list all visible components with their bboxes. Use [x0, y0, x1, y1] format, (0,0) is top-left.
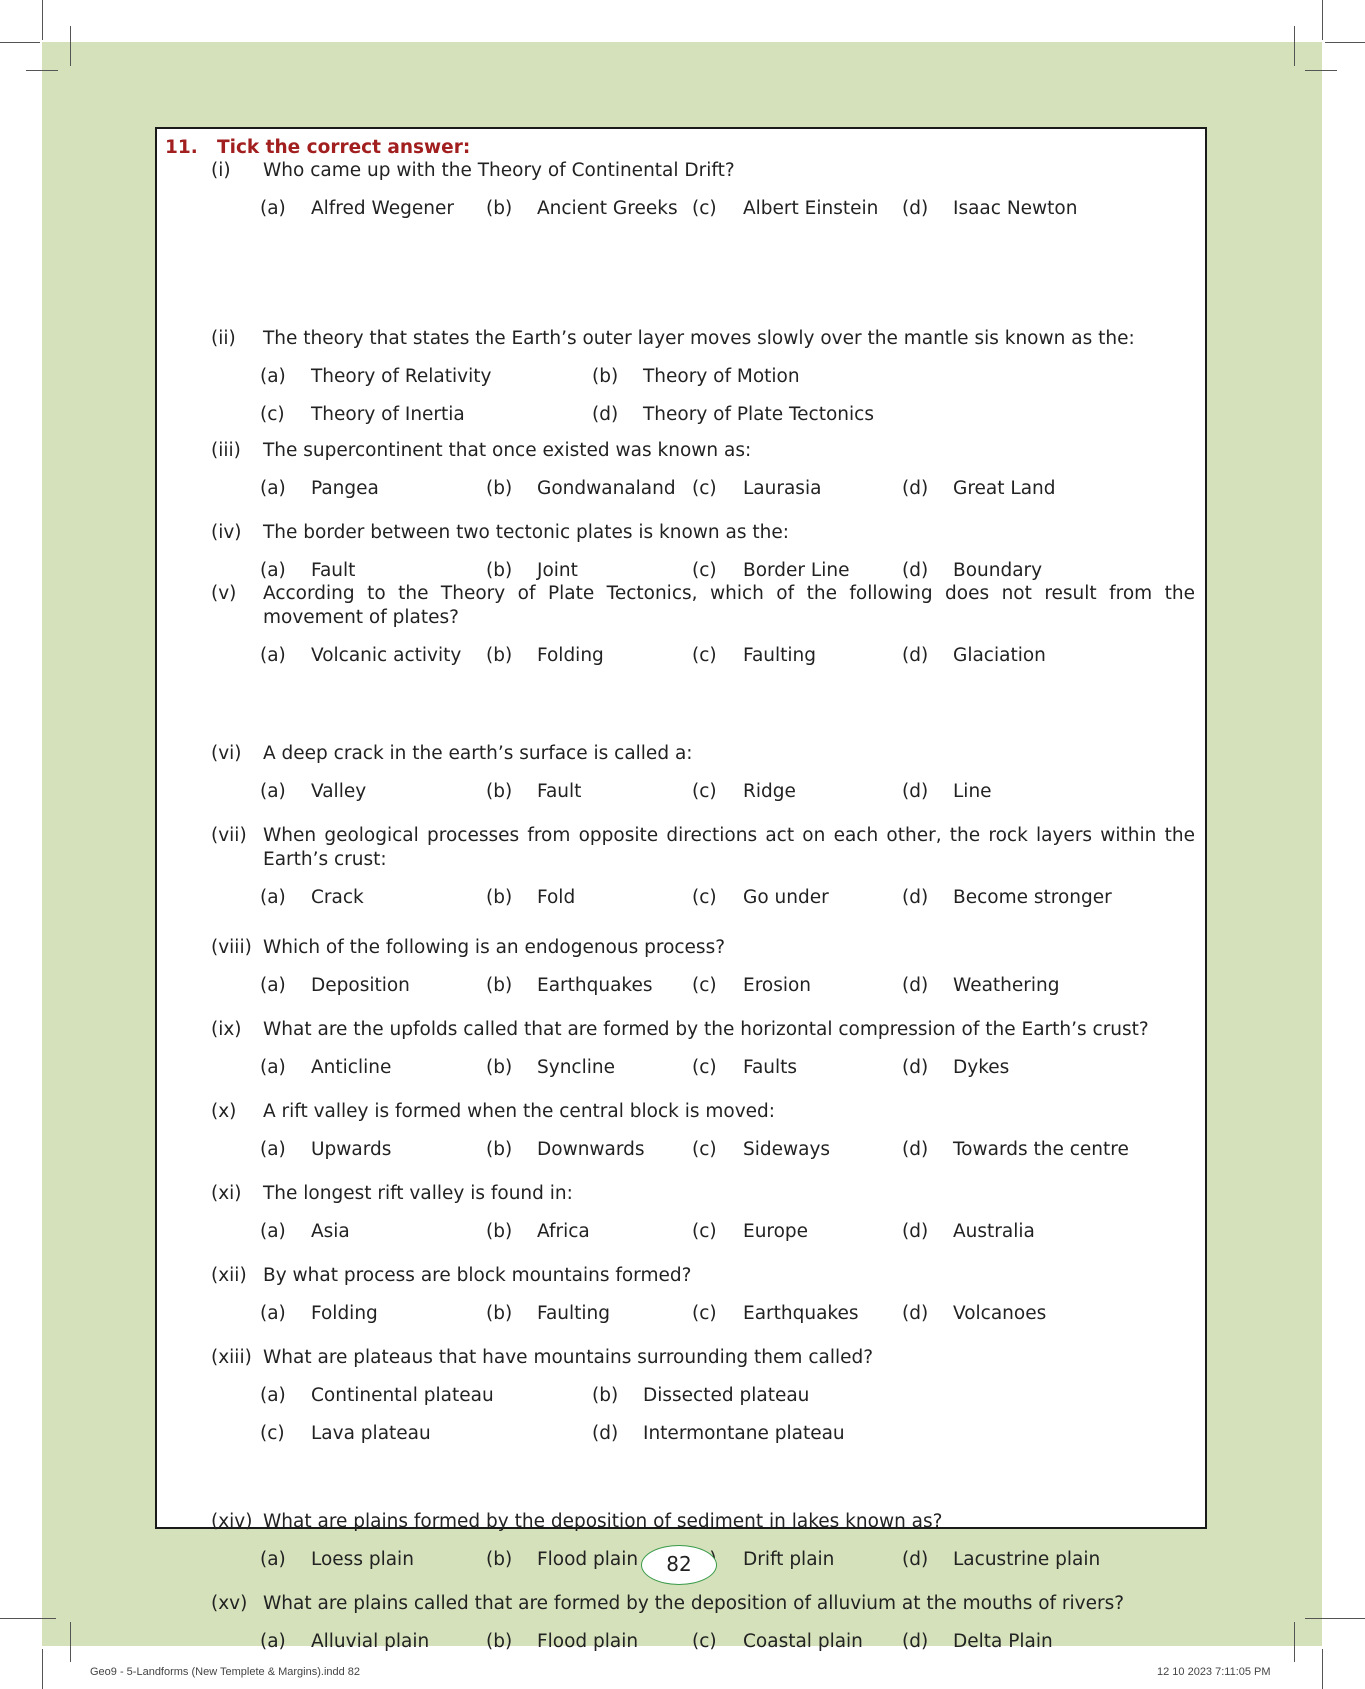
option-label: (b)	[486, 1631, 513, 1652]
question-number: (ix)	[211, 1019, 242, 1040]
question-number: (viii)	[211, 937, 252, 958]
option-label: (b)	[486, 478, 513, 499]
answer-option[interactable]	[902, 477, 1056, 501]
option-label: (a)	[260, 478, 286, 499]
option-text: Folding	[537, 645, 604, 666]
answer-option[interactable]	[260, 1384, 494, 1408]
option-label: (b)	[486, 1303, 513, 1324]
option-label: (c)	[692, 1139, 717, 1160]
answer-option[interactable]	[692, 1220, 808, 1244]
option-text: Earthquakes	[537, 975, 653, 996]
answer-option[interactable]	[486, 644, 604, 668]
question-text: When geological processes from opposite directions act on each other, the rock layers within the Earth’s crust:	[263, 825, 1195, 870]
option-label: (b)	[486, 1057, 513, 1078]
answer-option[interactable]	[692, 974, 811, 998]
question	[211, 582, 1195, 630]
option-text: Earthquakes	[743, 1303, 859, 1324]
option-label: (d)	[902, 975, 929, 996]
option-label: (d)	[902, 1303, 929, 1324]
question	[211, 159, 1195, 183]
option-text: Africa	[537, 1221, 590, 1242]
option-label: (a)	[260, 1139, 286, 1160]
question	[211, 1264, 1195, 1288]
option-text: Boundary	[953, 560, 1043, 581]
answer-option[interactable]	[260, 974, 410, 998]
crop-mark	[1305, 1618, 1365, 1619]
answer-option[interactable]	[692, 886, 829, 910]
option-text: Faults	[743, 1057, 798, 1078]
crop-mark	[0, 42, 40, 43]
answer-option[interactable]	[902, 886, 1112, 910]
option-text: Faulting	[743, 645, 817, 666]
answer-option[interactable]	[260, 1630, 429, 1654]
answer-option[interactable]	[260, 1422, 431, 1446]
answer-option[interactable]	[486, 559, 578, 583]
option-text: Dissected plateau	[643, 1385, 810, 1406]
answer-option[interactable]	[902, 1056, 1009, 1080]
option-label: (d)	[902, 1139, 929, 1160]
option-label: (a)	[260, 366, 286, 387]
question	[211, 1100, 1195, 1124]
option-label: (c)	[692, 645, 717, 666]
option-text: Deposition	[311, 975, 410, 996]
question-number: (i)	[211, 160, 231, 181]
crop-mark	[26, 70, 58, 71]
option-label: (d)	[902, 560, 929, 581]
question	[211, 327, 1195, 351]
answer-option[interactable]	[692, 1630, 863, 1654]
option-text: Anticline	[311, 1057, 392, 1078]
question-number: (iii)	[211, 440, 241, 461]
option-text: Theory of Motion	[643, 366, 800, 387]
question-text: What are plains called that are formed by the deposition of alluvium at the mouths of rivers?	[263, 1593, 1125, 1614]
question-number: (v)	[211, 583, 237, 604]
option-text: Weathering	[953, 975, 1060, 996]
page-number: 82	[641, 1545, 717, 1585]
answer-option[interactable]	[486, 1056, 615, 1080]
answer-option[interactable]	[692, 1138, 830, 1162]
answer-option[interactable]	[486, 1138, 645, 1162]
question-text: The supercontinent that once existed was known as:	[263, 440, 752, 461]
option-label: (c)	[692, 781, 717, 802]
answer-option[interactable]	[692, 559, 849, 583]
option-text: Valley	[311, 781, 367, 802]
option-text: Go under	[743, 887, 829, 908]
option-text: Flood plain	[537, 1631, 639, 1652]
question	[211, 742, 1195, 766]
question	[211, 1018, 1195, 1042]
question-text: A deep crack in the earth’s surface is called a:	[263, 743, 693, 764]
answer-option[interactable]	[486, 886, 575, 910]
option-text: Line	[953, 781, 992, 802]
option-text: Towards the centre	[953, 1139, 1129, 1160]
question-text: The theory that states the Earth’s outer layer moves slowly over the mantle sis known as the:	[263, 328, 1135, 349]
option-label: (d)	[902, 198, 929, 219]
answer-option[interactable]	[902, 1548, 1100, 1572]
question-number: (iv)	[211, 522, 242, 543]
option-text: Ancient Greeks	[537, 198, 678, 219]
option-label: (a)	[260, 975, 286, 996]
option-label: (a)	[260, 560, 286, 581]
option-label: (a)	[260, 1385, 286, 1406]
option-label: (a)	[260, 1221, 286, 1242]
option-label: (c)	[692, 1057, 717, 1078]
answer-option[interactable]	[486, 197, 678, 221]
answer-option[interactable]	[260, 365, 491, 389]
question-number: (ii)	[211, 328, 236, 349]
option-label: (b)	[486, 975, 513, 996]
exercise-title: Tick the correct answer:	[217, 137, 471, 158]
option-text: Europe	[743, 1221, 809, 1242]
option-label: (a)	[260, 1549, 286, 1570]
crop-mark	[1305, 70, 1337, 71]
crop-mark	[0, 1618, 56, 1619]
option-text: Coastal plain	[743, 1631, 863, 1652]
option-label: (d)	[902, 781, 929, 802]
question-number: (xiii)	[211, 1347, 252, 1368]
question-number: (xv)	[211, 1593, 248, 1614]
slug-datetime: 12 10 2023 7:11:05 PM	[1157, 1666, 1271, 1678]
answer-option[interactable]	[902, 1630, 1053, 1654]
answer-option[interactable]	[902, 1220, 1035, 1244]
answer-option[interactable]	[260, 197, 454, 221]
answer-option[interactable]	[486, 477, 676, 501]
option-label: (c)	[692, 478, 717, 499]
question-number: (vii)	[211, 825, 247, 846]
crop-mark	[1294, 26, 1295, 66]
option-label: (b)	[486, 1221, 513, 1242]
option-text: Upwards	[311, 1139, 392, 1160]
option-text: Australia	[953, 1221, 1035, 1242]
answer-option[interactable]	[592, 403, 874, 427]
answer-option[interactable]	[592, 1384, 809, 1408]
crop-mark	[1322, 0, 1323, 40]
option-text: Drift plain	[743, 1549, 835, 1570]
option-text: Dykes	[953, 1057, 1010, 1078]
crop-mark	[70, 1622, 71, 1662]
option-label: (b)	[486, 781, 513, 802]
answer-option[interactable]	[902, 197, 1077, 221]
option-text: Fault	[537, 781, 582, 802]
answer-option[interactable]	[692, 1056, 797, 1080]
answer-option[interactable]	[902, 1138, 1129, 1162]
question-number: (xii)	[211, 1265, 247, 1286]
option-text: Glaciation	[953, 645, 1046, 666]
question-text: The longest rift valley is found in:	[263, 1183, 573, 1204]
crop-mark	[70, 26, 71, 66]
answer-option[interactable]	[260, 1302, 378, 1326]
answer-option[interactable]	[486, 974, 653, 998]
crop-mark	[42, 1649, 43, 1689]
option-label: (a)	[260, 887, 286, 908]
answer-option[interactable]	[902, 780, 992, 804]
option-label: (d)	[902, 645, 929, 666]
question-text: Which of the following is an endogenous process?	[263, 937, 726, 958]
option-label: (d)	[902, 1549, 929, 1570]
question	[211, 1592, 1195, 1616]
answer-option[interactable]	[260, 477, 379, 501]
option-text: Crack	[311, 887, 364, 908]
question	[211, 1346, 1195, 1370]
answer-option[interactable]	[260, 1138, 391, 1162]
option-label: (a)	[260, 645, 286, 666]
exercise-number: 11.	[165, 137, 198, 158]
crop-mark	[1294, 1622, 1295, 1662]
option-label: (d)	[902, 1057, 929, 1078]
option-label: (b)	[486, 887, 513, 908]
option-text: Lava plateau	[311, 1423, 431, 1444]
option-text: Continental plateau	[311, 1385, 494, 1406]
option-text: Albert Einstein	[743, 198, 879, 219]
answer-option[interactable]	[902, 559, 1042, 583]
option-label: (c)	[692, 1303, 717, 1324]
question	[211, 1510, 1195, 1534]
question-text: Who came up with the Theory of Continental Drift?	[263, 160, 735, 181]
option-label: (c)	[692, 1221, 717, 1242]
option-label: (b)	[486, 1549, 513, 1570]
option-text: Sideways	[743, 1139, 831, 1160]
answer-option[interactable]	[260, 1220, 350, 1244]
question-number: (x)	[211, 1101, 237, 1122]
option-text: Ridge	[743, 781, 796, 802]
option-label: (a)	[260, 781, 286, 802]
answer-option[interactable]	[692, 477, 821, 501]
option-label: (a)	[260, 1631, 286, 1652]
option-label: (c)	[692, 887, 717, 908]
option-label: (b)	[486, 645, 513, 666]
question	[211, 1182, 1195, 1206]
option-text: Loess plain	[311, 1549, 414, 1570]
answer-option[interactable]	[260, 644, 461, 668]
answer-option[interactable]	[692, 644, 816, 668]
option-label: (d)	[902, 887, 929, 908]
option-text: Intermontane plateau	[643, 1423, 845, 1444]
question-text: By what process are block mountains formed?	[263, 1265, 692, 1286]
question-text: What are the upfolds called that are formed by the horizontal compression of the Earth’s crust?	[263, 1019, 1149, 1040]
option-label: (b)	[592, 1385, 619, 1406]
answer-option[interactable]	[592, 365, 800, 389]
option-text: Theory of Inertia	[311, 404, 465, 425]
option-label: (d)	[592, 1423, 619, 1444]
answer-option[interactable]	[260, 780, 366, 804]
slug-file: Geo9 - 5-Landforms (New Templete & Margins).indd 82	[90, 1666, 361, 1678]
option-text: Border Line	[743, 560, 850, 581]
option-text: Theory of Relativity	[311, 366, 492, 387]
option-label: (a)	[260, 198, 286, 219]
answer-option[interactable]	[486, 780, 581, 804]
option-label: (d)	[902, 1631, 929, 1652]
option-label: (b)	[486, 198, 513, 219]
option-text: Alluvial plain	[311, 1631, 430, 1652]
option-text: Asia	[311, 1221, 350, 1242]
option-text: Theory of Plate Tectonics	[643, 404, 874, 425]
option-label: (b)	[592, 366, 619, 387]
answer-option[interactable]	[486, 1302, 610, 1326]
option-text: Downwards	[537, 1139, 645, 1160]
option-text: Folding	[311, 1303, 378, 1324]
option-text: Fold	[537, 887, 576, 908]
answer-option[interactable]	[486, 1630, 638, 1654]
answer-option[interactable]	[260, 559, 355, 583]
answer-option[interactable]	[692, 1302, 859, 1326]
option-text: Volcanic activity	[311, 645, 462, 666]
option-text: Erosion	[743, 975, 812, 996]
option-text: Alfred Wegener	[311, 198, 454, 219]
option-label: (a)	[260, 1057, 286, 1078]
question	[211, 824, 1195, 872]
question	[211, 521, 1195, 545]
question-text: What are plains formed by the deposition of sediment in lakes known as?	[263, 1511, 943, 1532]
option-label: (d)	[902, 1221, 929, 1242]
answer-option[interactable]	[692, 197, 878, 221]
question-number: (xiv)	[211, 1511, 253, 1532]
crop-mark	[1325, 42, 1365, 43]
answer-option[interactable]	[902, 974, 1060, 998]
option-label: (c)	[692, 975, 717, 996]
question-number: (xi)	[211, 1183, 242, 1204]
answer-option[interactable]	[260, 1548, 414, 1572]
question-number: (vi)	[211, 743, 242, 764]
question-text: A rift valley is formed when the central block is moved:	[263, 1101, 776, 1122]
option-label: (b)	[486, 1139, 513, 1160]
option-label: (c)	[692, 198, 717, 219]
answer-option[interactable]	[592, 1422, 845, 1446]
option-text: Syncline	[537, 1057, 615, 1078]
crop-mark	[1322, 1649, 1323, 1689]
option-label: (a)	[260, 1303, 286, 1324]
option-label: (d)	[902, 478, 929, 499]
question-text: The border between two tectonic plates is known as the:	[263, 522, 789, 543]
option-text: Delta Plain	[953, 1631, 1053, 1652]
option-text: Lacustrine plain	[953, 1549, 1101, 1570]
option-label: (d)	[592, 404, 619, 425]
answer-option[interactable]	[902, 644, 1046, 668]
option-text: Faulting	[537, 1303, 611, 1324]
option-label: (c)	[692, 1631, 717, 1652]
answer-option[interactable]	[692, 780, 796, 804]
option-label: (c)	[692, 560, 717, 581]
answer-option[interactable]	[260, 886, 364, 910]
answer-option[interactable]	[260, 403, 465, 427]
option-text: Pangea	[311, 478, 379, 499]
answer-option[interactable]	[260, 1056, 391, 1080]
option-text: Become stronger	[953, 887, 1112, 908]
crop-mark	[42, 0, 43, 40]
option-label: (b)	[486, 560, 513, 581]
question-text: What are plateaus that have mountains surrounding them called?	[263, 1347, 874, 1368]
option-text: Gondwanaland	[537, 478, 676, 499]
question	[211, 439, 1195, 463]
option-text: Great Land	[953, 478, 1056, 499]
option-text: Isaac Newton	[953, 198, 1078, 219]
option-text: Joint	[537, 560, 578, 581]
option-text: Laurasia	[743, 478, 822, 499]
answer-option[interactable]	[902, 1302, 1046, 1326]
option-text: Flood plain	[537, 1549, 639, 1570]
option-label: (c)	[260, 404, 285, 425]
exercise-heading	[165, 137, 470, 158]
option-text: Fault	[311, 560, 356, 581]
question-text: According to the Theory of Plate Tectonics, which of the following does not result from the movement of plates?	[263, 583, 1195, 628]
option-text: Volcanoes	[953, 1303, 1047, 1324]
option-label: (c)	[260, 1423, 285, 1444]
question	[211, 936, 1195, 960]
answer-option[interactable]	[486, 1220, 590, 1244]
answer-option[interactable]	[486, 1548, 638, 1572]
